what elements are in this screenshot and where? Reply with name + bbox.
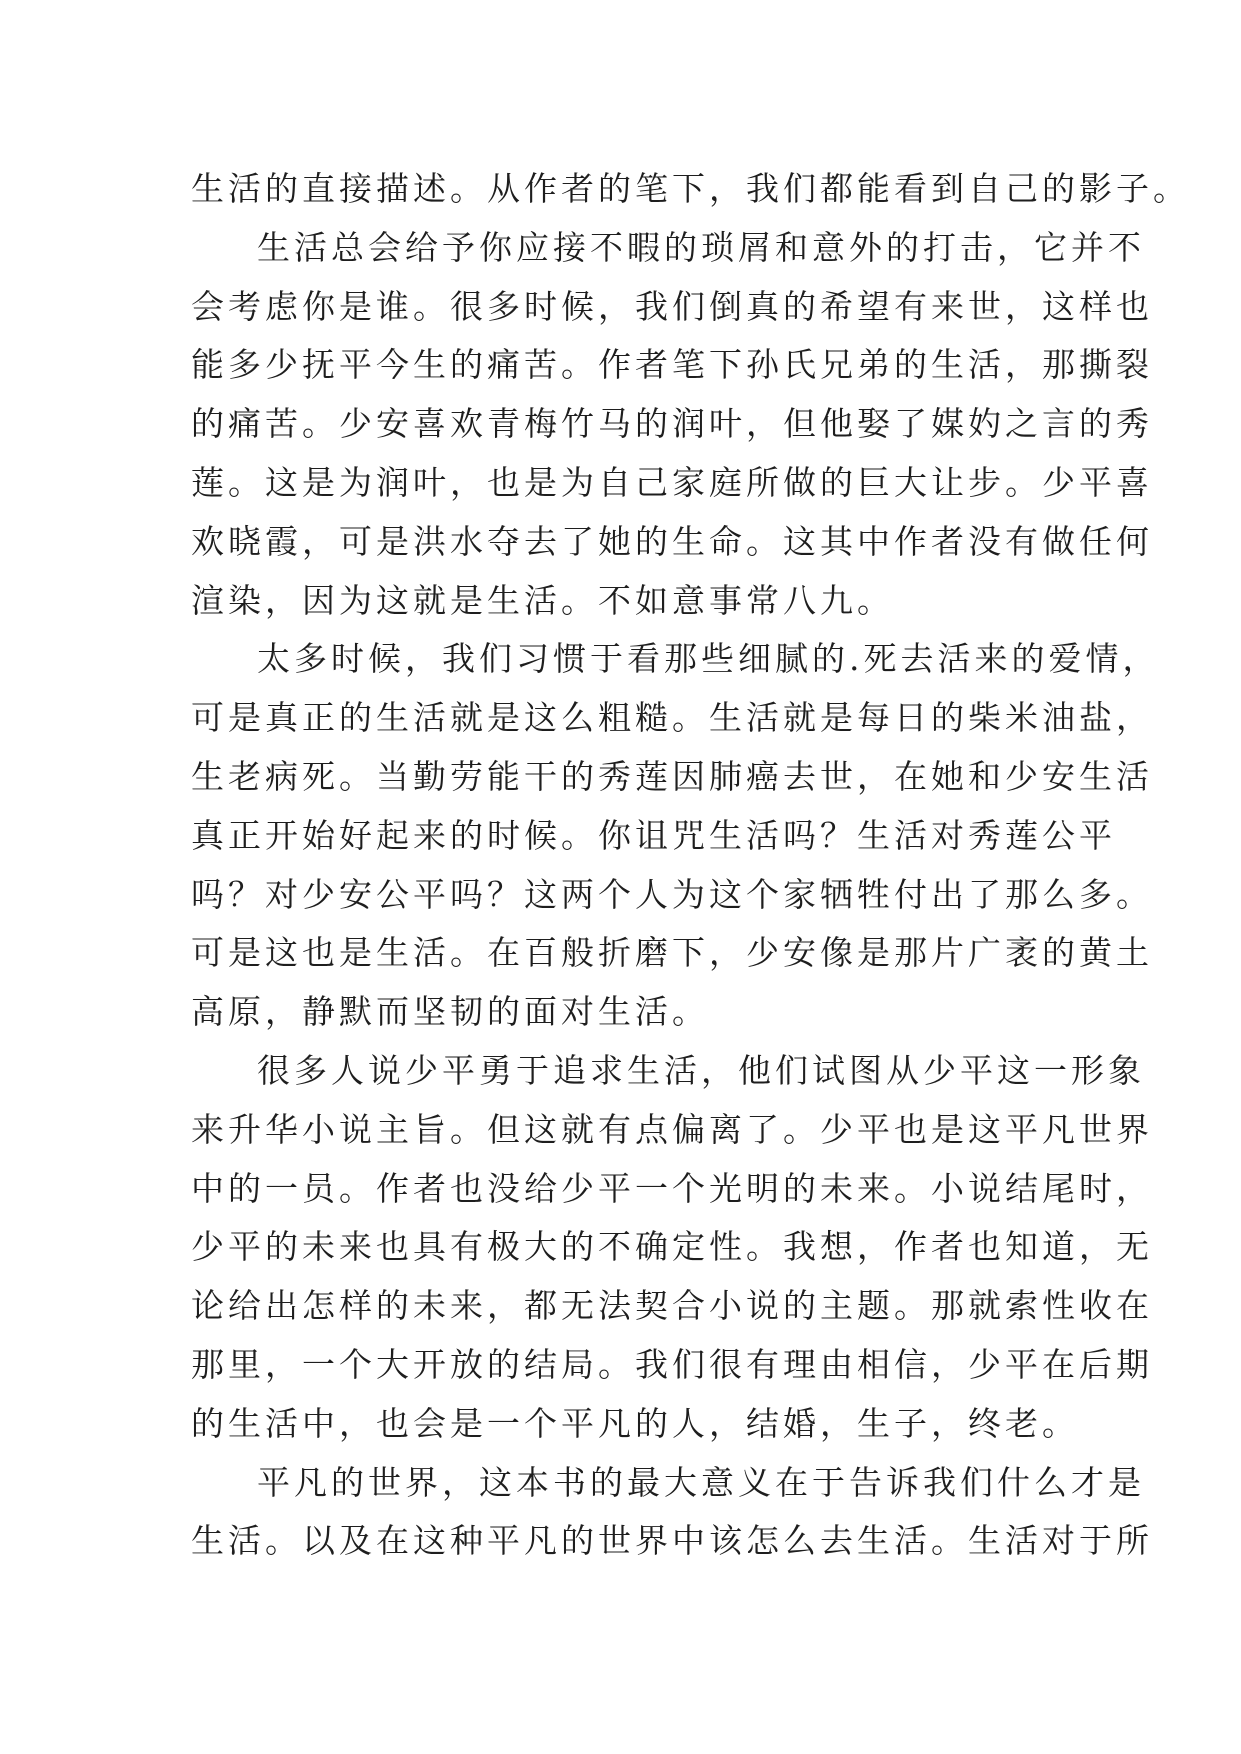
text-line: 的痛苦。少安喜欢青梅竹马的润叶，但他娶了媒妁之言的秀 — [191, 404, 1153, 444]
text-line: 欢晓霞，可是洪水夺去了她的生命。这其中作者没有做任何 — [191, 521, 1153, 561]
text-line: 生老病死。当勤劳能干的秀莲因肺癌去世，在她和少安生活 — [191, 756, 1153, 796]
text-line: 很多人说少平勇于追求生活，他们试图从少平这一形象 — [257, 1050, 1145, 1090]
text-line: 生活总会给予你应接不暇的琐屑和意外的打击，它并不 — [257, 227, 1145, 267]
text-line: 高原，静默而坚韧的面对生活。 — [191, 992, 709, 1032]
text-line: 可是真正的生活就是这么粗糙。生活就是每日的柴米油盐， — [191, 698, 1153, 738]
text-line: 吗？对少安公平吗？这两个人为这个家牺牲付出了那么多。 — [191, 874, 1153, 914]
text-line: 论给出怎样的未来，都无法契合小说的主题。那就索性收在 — [191, 1286, 1153, 1326]
text-line: 中的一员。作者也没给少平一个光明的未来。小说结尾时， — [191, 1168, 1153, 1208]
text-line: 真正开始好起来的时候。你诅咒生活吗？生活对秀莲公平 — [191, 815, 1116, 855]
text-line: 那里，一个大开放的结局。我们很有理由相信，少平在后期 — [191, 1344, 1153, 1384]
text-line: 少平的未来也具有极大的不确定性。我想，作者也知道，无 — [191, 1227, 1153, 1267]
text-line: 渲染，因为这就是生活。不如意事常八九。 — [191, 580, 894, 620]
text-line: 的生活中，也会是一个平凡的人，结婚，生子，终老。 — [191, 1403, 1079, 1443]
body-text — [191, 160, 1190, 1571]
text-line: 可是这也是生活。在百般折磨下，少安像是那片广袤的黄土 — [191, 933, 1153, 973]
text-line: 平凡的世界，这本书的最大意义在于告诉我们什么才是 — [257, 1462, 1145, 1502]
text-line: 太多时候，我们习惯于看那些细腻的.死去活来的爱情， — [257, 639, 1160, 679]
text-line: 生活。以及在这种平凡的世界中该怎么去生活。生活对于所 — [191, 1521, 1153, 1561]
text-line: 来升华小说主旨。但这就有点偏离了。少平也是这平凡世界 — [191, 1109, 1153, 1149]
text-line: 能多少抚平今生的痛苦。作者笔下孙氏兄弟的生活，那撕裂 — [191, 345, 1153, 385]
text-line: 莲。这是为润叶，也是为自己家庭所做的巨大让步。少平喜 — [191, 462, 1153, 502]
text-line: 生活的直接描述。从作者的笔下，我们都能看到自己的影子。 — [191, 169, 1190, 208]
text-line: 会考虑你是谁。很多时候，我们倒真的希望有来世，这样也 — [191, 286, 1153, 326]
